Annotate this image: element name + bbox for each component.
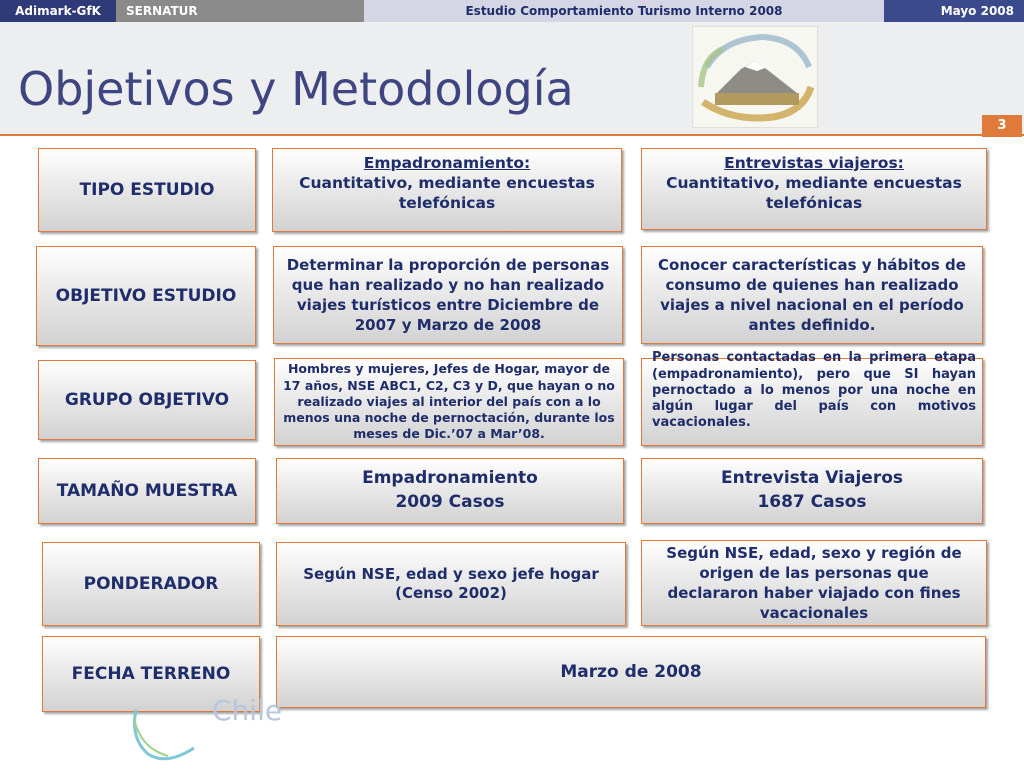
objetivo-entrevistas: Conocer características y hábitos de consumo de quienes han realizado viajes a nivel nacional en el período antes definido.: [641, 246, 983, 344]
page-title: Objetivos y Metodología: [18, 62, 574, 116]
client-label: SERNATUR: [116, 0, 364, 22]
fecha-terreno-value: Marzo de 2008: [276, 636, 986, 708]
ponderador-empadronamiento-text: Según NSE, edad y sexo jefe hogar: [303, 564, 599, 583]
tipo-estudio-empadronamiento: [272, 148, 622, 232]
chile-brand-swirl-logo-icon: [128, 708, 208, 768]
entrevistas-method: Cuantitativo, mediante encuestas: [666, 174, 962, 193]
tamano-entrevistas-label: Entrevista Viajeros: [721, 468, 903, 489]
empadronamiento-method: Cuantitativo, mediante encuestas: [299, 174, 595, 193]
report-date: Mayo 2008: [884, 0, 1024, 22]
grupo-objetivo-empadronamiento: Hombres y mujeres, Jefes de Hogar, mayor de 17 años, NSE ABC1, C2, C3 y D, que hayan o no realizado viajes al interior del país con a lo menos una noche de pernoctación, durante los meses de Dic.’07 a Mar’08.: [274, 358, 624, 446]
top-bar: [0, 0, 1024, 22]
row-label-tipo-estudio: TIPO ESTUDIO: [38, 148, 256, 232]
row-label-ponderador: PONDERADOR: [42, 542, 260, 626]
tamano-empadronamiento-casos: 2009 Casos: [395, 492, 505, 512]
entrevistas-heading: Entrevistas viajeros:: [724, 154, 904, 172]
ponderador-entrevistas: Según NSE, edad, sexo y región de origen de las personas que declararon haber viajado con fines vacacionales: [641, 540, 987, 626]
brand-label: Adimark-GfK: [0, 0, 116, 22]
grupo-objetivo-entrevistas: Personas contactadas en la primera etapa (empadronamiento), pero que SI hayan pernoctado a lo menos por una noche en algún lugar del país con motivos vacacionales.: [641, 358, 983, 446]
header-rule: [0, 134, 1024, 136]
row-label-tamano-muestra: TAMAÑO MUESTRA: [38, 458, 256, 524]
empadronamiento-method-cont: telefónicas: [398, 194, 496, 213]
objetivo-empadronamiento: Determinar la proporción de personas que han realizado y no han realizado viajes turísticos entre Diciembre de 2007 y Marzo de 2008: [273, 246, 623, 344]
tipo-estudio-entrevistas: [641, 148, 987, 230]
entrevistas-method-cont: telefónicas: [765, 194, 863, 213]
tamano-empadronamiento: [276, 458, 624, 524]
row-label-grupo-objetivo: GRUPO OBJETIVO: [38, 360, 256, 440]
empadronamiento-heading: Empadronamiento:: [363, 154, 531, 172]
ponderador-empadronamiento: [276, 542, 626, 626]
page-number: 3: [982, 115, 1022, 137]
tamano-empadronamiento-label: Empadronamiento: [362, 468, 538, 489]
row-label-fecha-terreno: FECHA TERRENO: [42, 636, 260, 712]
ponderador-empadronamiento-source: (Censo 2002): [395, 584, 507, 602]
study-title: Estudio Comportamiento Turismo Interno 2008: [364, 0, 884, 22]
tamano-entrevistas-casos: 1687 Casos: [757, 492, 867, 512]
footer-logo-text: Chile: [212, 694, 283, 727]
tamano-entrevistas: [641, 458, 983, 524]
mountain-landscape-logo-icon: [692, 26, 818, 128]
row-label-objetivo-estudio: OBJETIVO ESTUDIO: [36, 246, 256, 346]
